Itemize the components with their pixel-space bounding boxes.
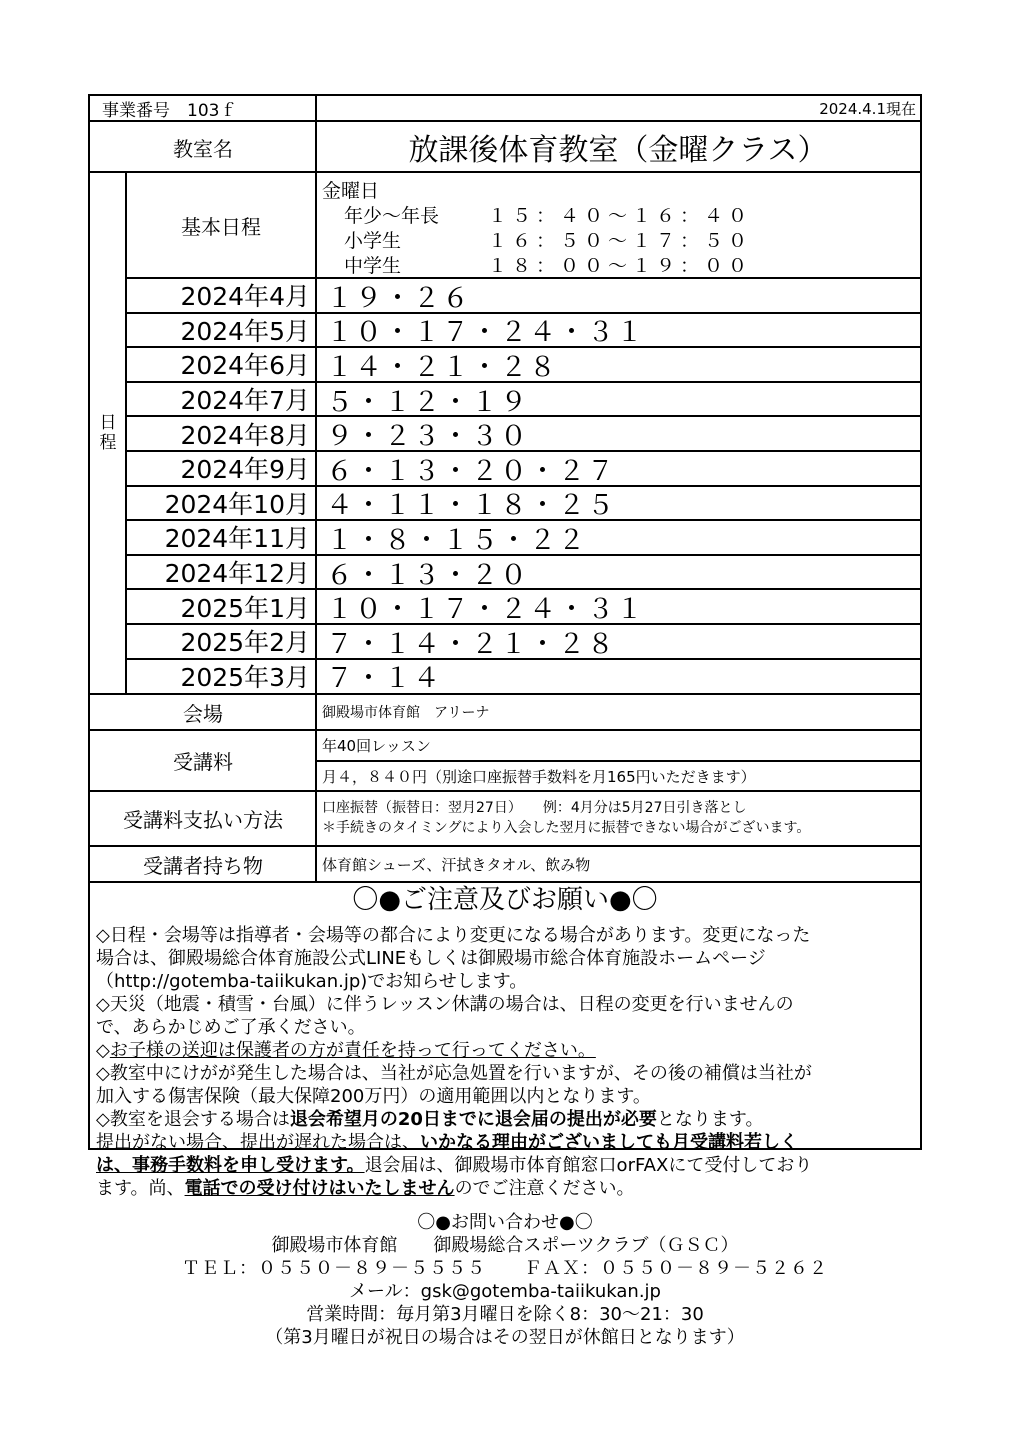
schedule-dates: １９・２６ (326, 282, 471, 313)
notice-p6-a: 提出がない場合、提出が遅れた場合は、 (96, 1132, 420, 1153)
contact-tel-fax: ＴＥＬ：０５５０－８９－５５５５ ＦＡＸ：０５５０－８９－５２６２ (182, 1258, 828, 1279)
schedule-side-label (90, 173, 126, 693)
class-name-label: 教室名 (173, 136, 233, 161)
payment-line-2: ＊手続きのタイミングにより入会した翌月に振替できない場合がございます。 (322, 820, 811, 836)
notice-p5-b: 退会希望月の20日までに退会届の提出が必要 (289, 1109, 657, 1130)
schedule-month: 2024年5月 (180, 316, 310, 346)
business-number: 事業番号 103ｆ (102, 101, 237, 121)
notice-p2-line2: で、あらかじめご了承ください。 (96, 1017, 366, 1038)
schedule-dates: ７・１４ (326, 663, 442, 694)
schedule-month: 2024年11月 (164, 524, 310, 554)
notice-p4-line2: 加入する傷害保険（最大保障200万円）の適用範囲以内となります。 (96, 1086, 651, 1107)
notice-p8-b: 電話での受け付けはいたしません (184, 1178, 455, 1199)
schedule-dates: １４・２１・２８ (326, 351, 558, 382)
fee-label: 受講料 (173, 749, 233, 774)
notice-p6-b: いかなる理由がございましても月受講料若しく (420, 1132, 798, 1153)
schedule-side-char-2: 程 (99, 433, 117, 453)
schedule-month: 2024年4月 (180, 282, 310, 312)
notice-p1-line2: 場合は、御殿場総合体育施設公式LINEもしくは御殿場市総合体育施設ホームページ (96, 948, 766, 969)
contact-mail: メール：gsk@gotemba-taiikukan.jp (349, 1281, 661, 1302)
payment-line-1: 口座振替（振替日：翌月27日） 例：4月分は5月27日引き落とし (322, 800, 747, 816)
notice-p7-b: 退会届は、御殿場市体育館窓口orFAXにて受付しており (364, 1155, 813, 1176)
notice-p1-line3: （http://gotemba-taiikukan.jp)でお知らせします。 (96, 971, 528, 992)
contact-org: 御殿場市体育館 御殿場総合スポーツクラブ（ＧＳＣ） (271, 1235, 739, 1256)
registration-sheet (88, 94, 922, 1348)
notice-p1-line1: ◇日程・会場等は指導者・会場等の都合により変更になる場合があります。変更になった (96, 925, 811, 946)
schedule-day: 金曜日 (322, 180, 380, 202)
notice-p8 (96, 1174, 635, 1200)
belongings-label: 受講者持ち物 (143, 853, 263, 878)
schedule-month: 2025年1月 (180, 593, 310, 623)
schedule-month: 2024年8月 (180, 420, 310, 450)
schedule-dates: １０・１７・２４・３１ (326, 317, 645, 348)
notice-p3-mark: ◇ (96, 1040, 110, 1061)
as-of-date: 2024.4.1現在 (819, 100, 916, 118)
fee-lessons: 年40回レッスン (322, 736, 431, 755)
notice-p3-text: お子様の送迎は保護者の方が責任を持って行ってください。 (109, 1040, 596, 1061)
schedule-month: 2025年3月 (180, 662, 310, 692)
schedule-month: 2024年10月 (164, 489, 310, 519)
schedule-dates: ６・１３・２０ (326, 559, 529, 590)
notice-p8-c: のでご注意ください。 (454, 1178, 635, 1199)
notice-p2-line1: ◇天災（地震・積雪・台風）に伴うレッスン休講の場合は、日程の変更を行いませんの (96, 994, 794, 1015)
group-name-1: 年少～年長 (344, 205, 440, 227)
payment-detail (322, 792, 920, 844)
group-time-1: １５：４０～１６：４０ (488, 205, 753, 227)
schedule-dates: ６・１３・２０・２７ (326, 455, 616, 486)
fee-amount: 月４，８４０円（別途口座振替手数料を月165円いただきます） (322, 767, 756, 786)
contact-hours: 営業時間：毎月第3月曜日を除く8：30～21：30 (306, 1304, 704, 1325)
group-name-2: 小学生 (344, 230, 402, 252)
schedule-month: 2024年7月 (180, 386, 310, 416)
notice-p5-a: ◇教室を退会する場合は (96, 1109, 290, 1130)
contact-hours-note: （第3月曜日が祝日の場合はその翌日が休館日となります） (265, 1327, 745, 1348)
schedule-month: 2024年9月 (180, 455, 310, 485)
schedule-dates: ９・２３・３０ (326, 421, 529, 451)
venue-value: 御殿場市体育館 アリーナ (322, 705, 490, 721)
group-name-3: 中学生 (344, 255, 402, 277)
notice-p7-a: は、事務手数料を申し受けます。 (96, 1155, 365, 1176)
contact-title: 〇●お問い合わせ●〇 (417, 1212, 593, 1233)
schedule-dates: １０・１７・２４・３１ (326, 594, 645, 624)
schedule-dates: ７・１４・２１・２８ (326, 628, 616, 659)
notice-p8-a: ます。尚、 (96, 1178, 185, 1199)
class-name-title: 放課後体育教室（金曜クラス） (408, 133, 828, 168)
notice-title: 〇●ご注意及びお願い●〇 (352, 885, 658, 915)
schedule-month: 2025年2月 (180, 628, 310, 658)
schedule-month: 2024年6月 (180, 351, 310, 381)
belongings-value: 体育館シューズ、汗拭きタオル、飲み物 (322, 855, 591, 874)
schedule-dates: １・８・１５・２２ (326, 524, 587, 555)
schedule-side-char-1: 日 (99, 413, 117, 433)
group-time-2: １６：５０～１７：５０ (488, 230, 753, 252)
schedule-month: 2024年12月 (164, 559, 310, 589)
notice-p4-line1: ◇教室中にけがが発生した場合は、当社が応急処置を行いますが、その後の補償は当社が (96, 1063, 812, 1084)
schedule-dates: ４・１１・１８・２５ (326, 490, 616, 521)
payment-label: 受講料支払い方法 (123, 807, 283, 832)
basic-schedule-detail (316, 173, 920, 278)
notice-p5-c: となります。 (656, 1109, 764, 1130)
group-time-3: １８：００～１９：００ (488, 255, 753, 277)
schedule-dates: ５・１２・１９ (326, 386, 529, 417)
basic-schedule-label: 基本日程 (181, 215, 261, 239)
venue-label: 会場 (183, 701, 223, 726)
